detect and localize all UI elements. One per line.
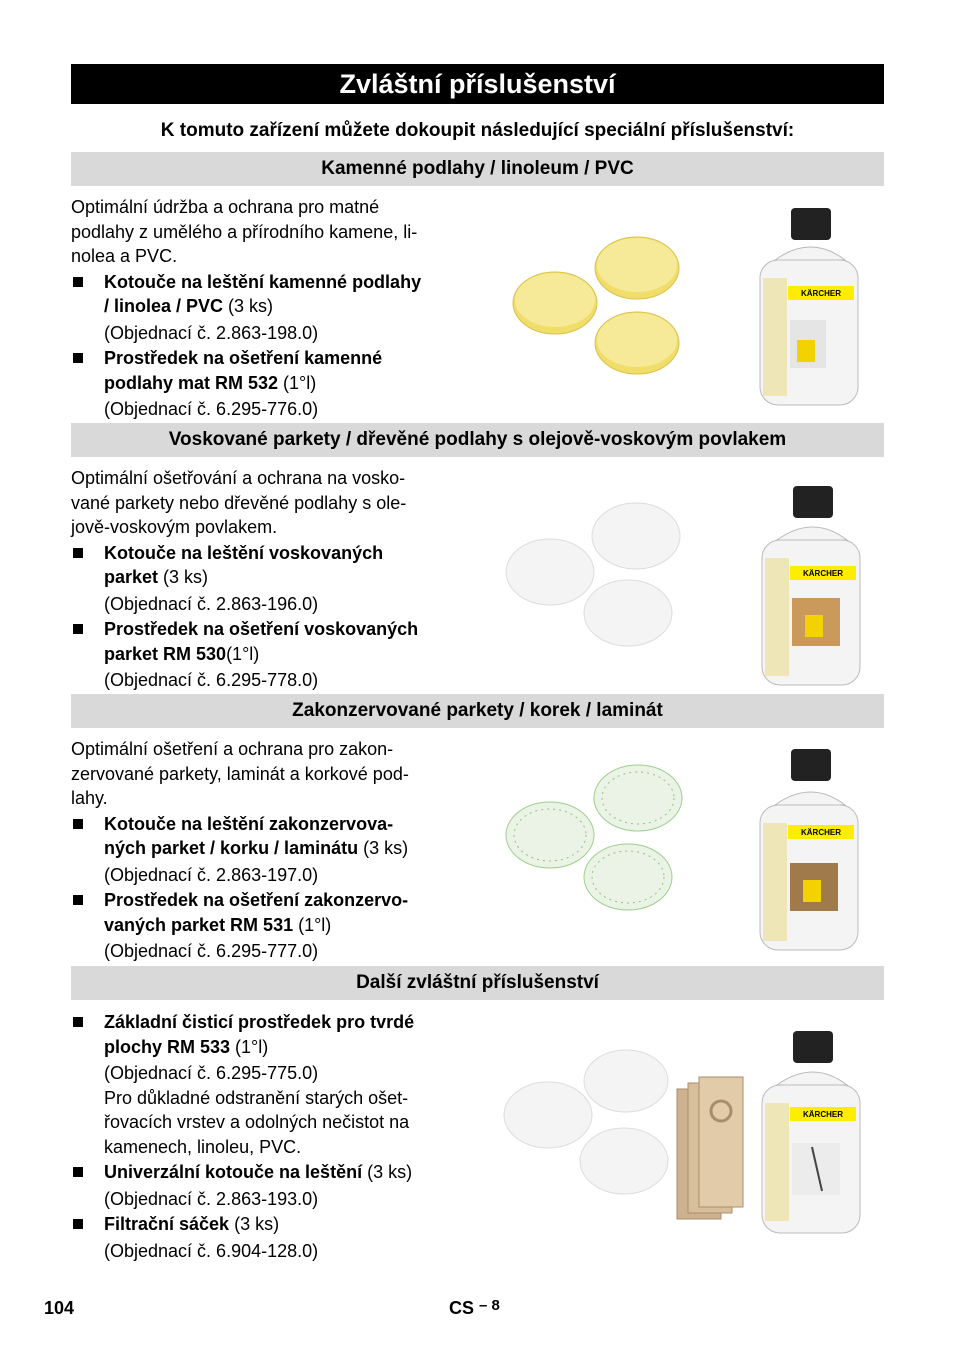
order-number: (Objednací č. 6.295-777.0) bbox=[104, 941, 319, 961]
item-note-line: řovacích vrstev a odolných nečistot na bbox=[104, 1112, 410, 1132]
desc-line: nolea a PVC. bbox=[71, 246, 178, 266]
item-name: Kotouče na leštění kamenné podlahy bbox=[104, 271, 422, 292]
order-number: (Objednací č. 6.295-778.0) bbox=[104, 670, 319, 690]
language-label: CS bbox=[449, 1298, 475, 1318]
list-item bbox=[71, 541, 466, 617]
language-code bbox=[449, 1298, 500, 1319]
intro-heading: K tomuto zařízení můžete dokoupit následující speciální příslušenství: bbox=[160, 120, 795, 141]
section-text-other bbox=[71, 1009, 466, 1263]
order-number: (Objednací č. 6.295-775.0) bbox=[104, 1063, 319, 1083]
item-qty: (1°l) bbox=[278, 372, 317, 393]
item-qty: (3 ks) bbox=[362, 1162, 413, 1182]
bottle-brand: KÄRCHER bbox=[803, 1110, 843, 1119]
polishing-pads-image bbox=[504, 1050, 668, 1194]
bullet-square-icon bbox=[73, 548, 83, 558]
item-name: Základní čisticí prostředek pro tvrdé bbox=[104, 1012, 415, 1032]
bullet-square-icon bbox=[73, 1219, 83, 1229]
section-text-stone bbox=[71, 195, 466, 422]
page-title: Zvláštní příslušenství bbox=[71, 64, 884, 104]
order-number: (Objednací č. 2.863-196.0) bbox=[104, 593, 319, 614]
bullet-square-icon bbox=[73, 624, 83, 634]
desc-line: zervované parkety, laminát a korkové pod- bbox=[71, 763, 409, 784]
bullet-square-icon bbox=[73, 1167, 83, 1177]
polishing-pads-image bbox=[506, 765, 682, 910]
order-number: (Objednací č. 2.863-197.0) bbox=[104, 864, 319, 885]
item-name: parket RM 530 bbox=[104, 643, 227, 664]
item-note-line: kamenech, linoleu, PVC. bbox=[104, 1136, 302, 1157]
desc-line: lahy. bbox=[71, 788, 108, 808]
polishing-pads-image bbox=[506, 503, 680, 646]
item-name: vaných parket RM 531 bbox=[104, 914, 294, 935]
cleaner-bottle-image bbox=[762, 1031, 860, 1233]
section-heading-waxed: Voskované parkety / dřevěné podlahy s olejově-voskovým povlakem bbox=[71, 423, 884, 457]
list-item bbox=[71, 346, 466, 422]
polishing-pads-image bbox=[513, 237, 679, 374]
item-name: Prostředek na ošetření kamenné bbox=[104, 348, 383, 368]
order-number: (Objednací č. 6.295-776.0) bbox=[104, 399, 319, 419]
page-subnumber: – 8 bbox=[479, 1297, 500, 1314]
bullet-square-icon bbox=[73, 895, 83, 905]
section-heading-stone: Kamenné podlahy / linoleum / PVC bbox=[71, 152, 884, 186]
desc-line: jově-voskovým povlakem. bbox=[71, 517, 278, 537]
item-qty: (1°l) bbox=[293, 914, 332, 935]
section-heading-other: Další zvláštní příslušenství bbox=[71, 966, 884, 1000]
section-heading-sealed: Zakonzervované parkety / korek / laminát bbox=[71, 694, 884, 728]
bottle-brand: KÄRCHER bbox=[803, 569, 843, 578]
item-name: ných parket / korku / laminátu bbox=[104, 838, 359, 858]
order-number: (Objednací č. 2.863-193.0) bbox=[104, 1188, 319, 1209]
product-image-waxed bbox=[500, 480, 865, 690]
product-image-other bbox=[500, 1025, 865, 1240]
desc-line: Optimální ošetření a ochrana pro zakon- bbox=[71, 739, 394, 759]
item-name: Univerzální kotouče na leštění bbox=[104, 1162, 363, 1182]
item-name: Kotouče na leštění voskovaných bbox=[104, 542, 384, 563]
item-name: podlahy mat RM 532 bbox=[104, 372, 279, 393]
order-number: (Objednací č. 2.863-198.0) bbox=[104, 322, 319, 343]
order-number: (Objednací č. 6.904-128.0) bbox=[104, 1240, 319, 1261]
cleaner-bottle-image bbox=[760, 208, 858, 405]
item-qty: (1°l) bbox=[226, 643, 260, 664]
list-item bbox=[71, 617, 466, 693]
bottle-brand: KÄRCHER bbox=[801, 828, 841, 837]
item-qty: (3 ks) bbox=[158, 567, 209, 587]
desc-line: vané parkety nebo dřevěné podlahy s ole- bbox=[71, 492, 407, 513]
list-item bbox=[71, 1160, 466, 1211]
product-image-sealed bbox=[500, 745, 865, 955]
bullet-square-icon bbox=[73, 1017, 83, 1027]
list-item bbox=[71, 888, 466, 964]
item-qty: (3 ks) bbox=[229, 1214, 280, 1234]
item-name: Prostředek na ošetření voskovaných bbox=[104, 619, 419, 639]
item-qty: (1°l) bbox=[230, 1036, 269, 1057]
bullet-square-icon bbox=[73, 277, 83, 287]
filter-bags-image bbox=[677, 1077, 743, 1219]
item-qty: (3 ks) bbox=[358, 838, 409, 858]
list-item bbox=[71, 270, 466, 346]
list-item bbox=[71, 1212, 466, 1263]
desc-line: podlahy z umělého a přírodního kamene, li- bbox=[71, 221, 418, 242]
item-note-line: Pro důkladné odstranění starých ošet- bbox=[104, 1087, 409, 1108]
page-number: 104 bbox=[44, 1298, 75, 1318]
item-name: / linolea / PVC bbox=[104, 296, 224, 316]
product-image-stone bbox=[505, 200, 870, 420]
cleaner-bottle-image bbox=[760, 749, 858, 950]
item-name: Filtrační sáček bbox=[104, 1214, 230, 1234]
item-name: Prostředek na ošetření zakonzervo- bbox=[104, 890, 409, 910]
list-item bbox=[71, 1010, 466, 1159]
item-qty: (3 ks) bbox=[223, 296, 274, 316]
desc-line: Optimální ošetřování a ochrana na vosko- bbox=[71, 468, 406, 488]
cleaner-bottle-image bbox=[762, 486, 860, 685]
bullet-square-icon bbox=[73, 353, 83, 363]
section-text-waxed bbox=[71, 466, 466, 693]
section-text-sealed bbox=[71, 737, 466, 964]
bottle-brand: KÄRCHER bbox=[801, 289, 841, 298]
item-name: parket bbox=[104, 567, 159, 587]
item-name: Kotouče na leštění zakonzervova- bbox=[104, 813, 394, 834]
desc-line: Optimální údržba a ochrana pro matné bbox=[71, 197, 380, 217]
item-name: plochy RM 533 bbox=[104, 1036, 231, 1057]
list-item bbox=[71, 812, 466, 888]
bullet-square-icon bbox=[73, 819, 83, 829]
